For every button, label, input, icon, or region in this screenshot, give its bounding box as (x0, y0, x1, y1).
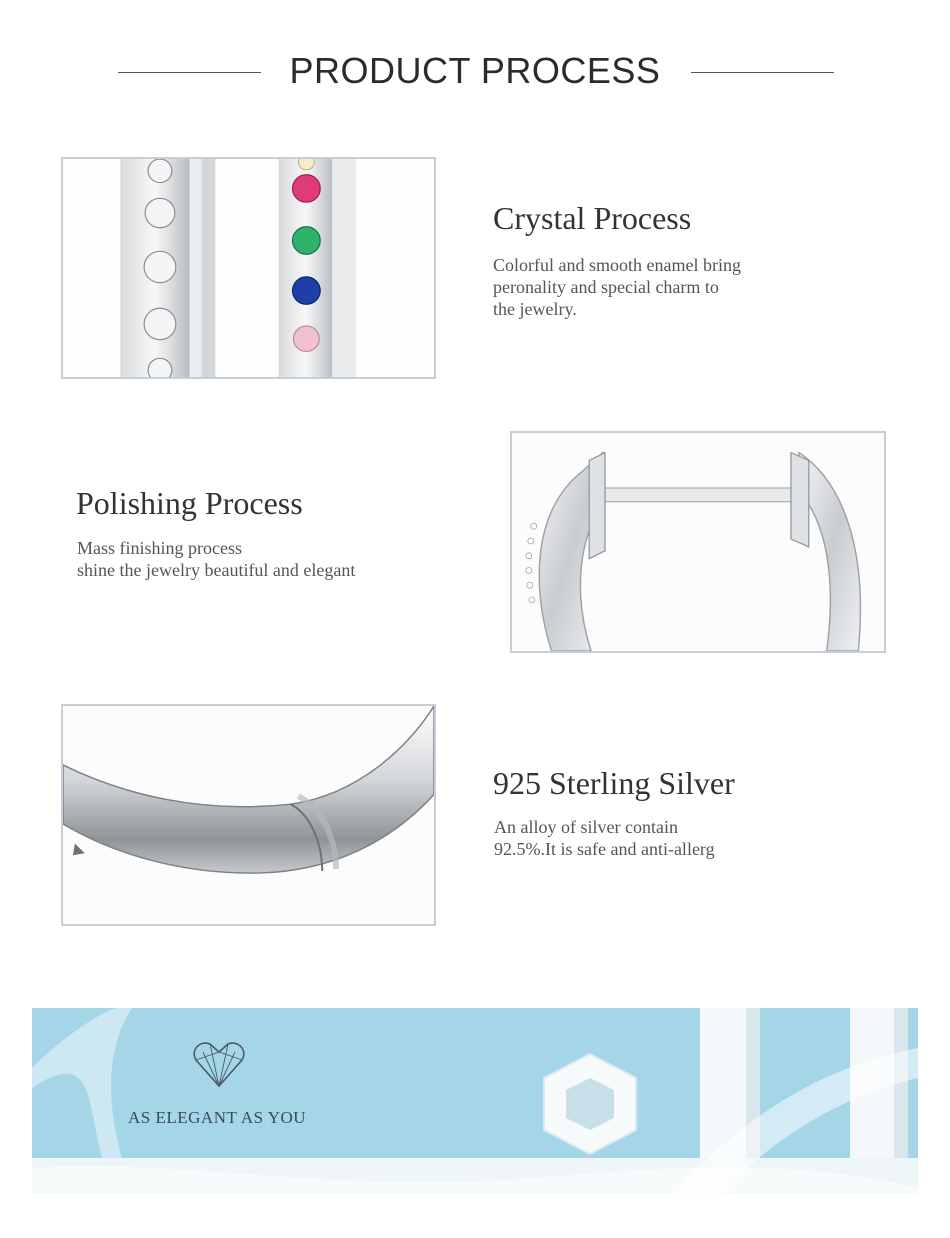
sterling-silver-image (61, 704, 436, 926)
page-title: PRODUCT PROCESS (289, 50, 661, 91)
crystal-process-title: Crystal Process (493, 200, 692, 236)
sterling-desc-line: 92.5%.It is safe and anti-allerg (494, 839, 715, 859)
brand-banner (32, 1008, 918, 1194)
polishing-process-title: Polishing Process (76, 485, 303, 521)
polishing-process-description (77, 537, 355, 581)
header-rule-right (691, 72, 834, 73)
crystal-desc-line: the jewelry. (493, 299, 577, 319)
crystal-process-description (493, 254, 741, 320)
polishing-desc-line: Mass finishing process (77, 538, 242, 558)
polishing-process-image (510, 431, 886, 653)
crystal-desc-line: peronality and special charm to (493, 277, 719, 297)
crystal-process-image (61, 157, 436, 379)
polishing-desc-line: shine the jewelry beautiful and elegant (77, 560, 356, 580)
sterling-silver-title: 925 Sterling Silver (493, 765, 735, 801)
banner-decor (32, 1008, 918, 1194)
heart-icon (192, 1040, 246, 1090)
banner-tagline: AS ELEGANT AS YOU (128, 1108, 307, 1127)
sterling-desc-line: An alloy of silver contain (494, 817, 678, 837)
crystal-desc-line: Colorful and smooth enamel bring (493, 255, 741, 275)
sterling-silver-description (494, 816, 715, 860)
